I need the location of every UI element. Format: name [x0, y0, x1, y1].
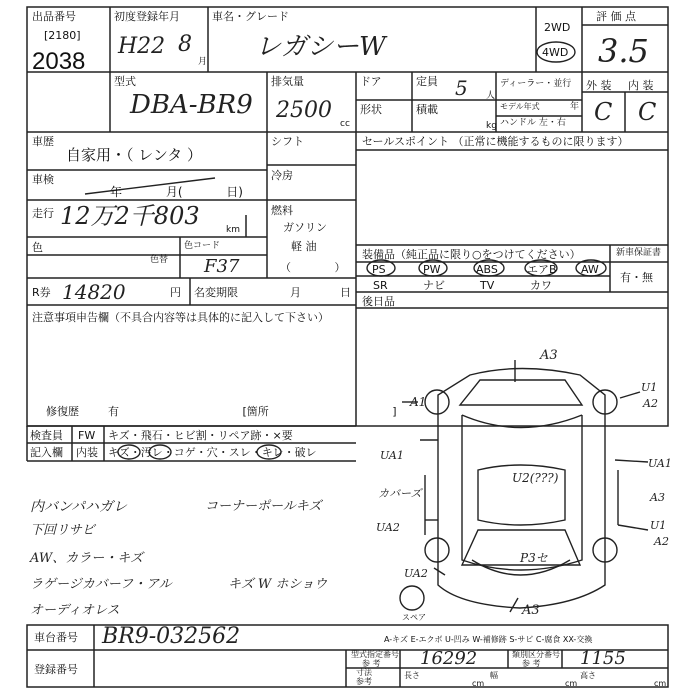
mark-roof: U2(???) [512, 471, 559, 485]
chassis-label: 車台番号 [34, 631, 78, 644]
equip-pw: PW [423, 263, 441, 276]
first-reg-month: 8 [178, 32, 192, 57]
year-unit: 年 [570, 102, 580, 112]
notes-label: 注意事項申告欄（不具合内容等は具体的に記入して下さい） [32, 311, 329, 324]
after-date-label: 後日品 [362, 295, 395, 308]
equip-tv: TV [480, 279, 495, 292]
damage-legend: A-キズ E-エクボ U-凹み W-補修跡 S-サビ C-腐食 XX-交換 [384, 635, 593, 644]
dealer-label: ディーラー・並行 [500, 79, 572, 89]
capacity-value: 5 [455, 76, 468, 100]
rating-label: 評 価 点 [596, 10, 636, 23]
type-value: DBA-BR9 [130, 90, 253, 120]
cc-unit: cc [340, 119, 350, 129]
name-deadline-label: 名変期限 [194, 286, 238, 299]
equip-abs: ABS [476, 263, 498, 276]
note-line-4: AW、カラー・キズ [30, 551, 143, 566]
model-year-label: モデル年式 [500, 102, 540, 111]
lot-label: 出品番号 [32, 10, 76, 23]
history-value: 自家用・（ レンタ ） [66, 146, 203, 164]
size-label: 寸法 [356, 668, 372, 677]
day-label: 日 [340, 286, 351, 299]
note-line-7: オーディオレス [30, 603, 120, 618]
entry-label: 記入欄 [30, 446, 63, 459]
color-code-value: F37 [204, 256, 240, 277]
equip-navi: ナビ [423, 279, 445, 292]
class-num-sub: 参 考 [522, 659, 541, 668]
car-diagram [400, 360, 648, 612]
mark-mid-left-u: UA1 [380, 449, 404, 462]
recycle-value: 14820 [62, 280, 126, 304]
height-cm: cm [654, 679, 667, 688]
type-label: 型式 [114, 75, 136, 88]
repair-value: 有 [箇所 ] [108, 405, 397, 418]
ext-grade: C [594, 98, 613, 126]
fw-label: FW [78, 429, 96, 442]
mark-side-left: カバーズ [378, 487, 422, 500]
size-sub: 参考 [356, 677, 372, 686]
load-label: 積載 [416, 103, 438, 116]
chassis-value: BR9-032562 [102, 624, 241, 649]
warranty-label: 新車保証書 [616, 248, 662, 258]
ac-label: 冷房 [271, 169, 293, 182]
repaint-label: 色替 [150, 255, 169, 265]
lot-code: [2180] [44, 29, 81, 42]
mark-front-right-u: U1 [641, 381, 658, 394]
door-label: ドア [360, 75, 382, 88]
capacity-label: 定員 [416, 75, 438, 88]
note-line-6: キズ W ホショウ [228, 577, 328, 592]
fuel-diesel: 軽 油 [291, 240, 317, 253]
int-grade: C [638, 98, 657, 126]
note-line-3: 下回リサビ [30, 523, 95, 538]
reg-label: 登録番号 [34, 663, 78, 676]
mark-rear-center: P3セ [520, 551, 548, 565]
interior-items: キズ・汚レ・コゲ・穴・スレ・キレ・破レ [108, 446, 317, 459]
repair-label: 修復歴 [46, 405, 79, 418]
note-line-1: 内バンパハガレ [30, 499, 128, 515]
mark-spare: スペア [402, 613, 426, 622]
color-code-label: 色コード [184, 241, 221, 251]
width-label: 幅 [490, 671, 498, 680]
month-label: 月 [290, 286, 301, 299]
mark-right-a2: A2 [654, 535, 669, 548]
equipment-label: 装備品（純正品に限り○をつけてください） [362, 248, 581, 261]
type-num-value: 16292 [420, 648, 478, 669]
km-unit: km [226, 225, 240, 235]
recycle-label: R券 [32, 286, 51, 299]
fw-items: キズ・飛石・ヒビ割・リペア跡・×要 [108, 429, 293, 442]
mark-left-ua2: UA2 [376, 521, 400, 534]
length-label: 長さ [404, 671, 420, 680]
equip-sr: SR [373, 279, 388, 292]
displacement-label: 排気量 [271, 75, 304, 88]
interior-label: 内装 [76, 446, 98, 459]
model-label: 車名・グレード [212, 10, 289, 23]
inspection-label: 車検 [32, 173, 54, 186]
fuel-blank: （ ） [280, 261, 346, 274]
lot-number: 2038 [32, 48, 86, 75]
type-num-sub: 参 考 [362, 659, 381, 668]
inspection-value: 年 月( 日) [110, 185, 243, 199]
sales-point-label: セールスポイント （正常に機能するものに限ります） [362, 135, 629, 148]
class-num-label: 類別区分番号 [512, 650, 560, 659]
ext-label: 外 装 [586, 79, 612, 92]
width-cm: cm [565, 679, 578, 688]
equip-ps: PS [372, 263, 386, 276]
mark-bottom-left: UA2 [404, 567, 428, 580]
warranty-value: 有・無 [620, 271, 653, 284]
history-label: 車歴 [32, 135, 54, 148]
shape-label: 形状 [360, 103, 382, 116]
mileage-label: 走行 [32, 207, 54, 220]
inspector-label: 検査員 [30, 429, 63, 442]
rating-value: 3.5 [598, 32, 649, 70]
mark-right-a3: A3 [650, 491, 665, 504]
kg-unit: kg [486, 121, 497, 131]
drive-4wd: 4WD [542, 46, 569, 59]
class-num-value: 1155 [580, 648, 626, 669]
drive-2wd: 2WD [544, 21, 571, 34]
equip-aw: AW [581, 263, 599, 276]
length-cm: cm [472, 679, 485, 688]
fuel-label: 燃料 [271, 204, 293, 217]
mileage-value: 12万2千803 [60, 202, 200, 230]
note-line-5: ラゲージカバーフ・アル [30, 577, 172, 592]
type-num-label: 型式指定番号 [351, 650, 399, 659]
person-unit: 人 [486, 91, 496, 101]
model-value: レガシーW [255, 32, 386, 62]
mark-top: A3 [540, 348, 558, 363]
mark-mid-right-u: UA1 [648, 457, 672, 470]
first-reg-era: H22 [118, 34, 166, 59]
mark-front-left: A1 [410, 395, 427, 409]
yen-unit: 円 [170, 286, 181, 299]
shift-label: シフト [271, 135, 304, 148]
equip-airbag: エアB [527, 263, 557, 276]
color-label: 色 [32, 241, 43, 254]
note-line-2: コーナーポールキズ [205, 499, 322, 514]
fuel-gasoline: ガソリン [283, 221, 327, 234]
mark-front-right-a: A2 [643, 397, 658, 410]
month-unit: 月 [198, 57, 208, 67]
handle-label: ハンドル 左・右 [500, 118, 566, 128]
mark-bottom: A3 [522, 603, 540, 618]
displacement-value: 2500 [276, 98, 332, 123]
first-reg-label: 初度登録年月 [114, 10, 180, 23]
mark-right-u1: U1 [650, 519, 667, 532]
equip-leather: カワ [530, 279, 552, 292]
int-label: 内 装 [628, 79, 654, 92]
height-label: 高さ [580, 671, 596, 680]
